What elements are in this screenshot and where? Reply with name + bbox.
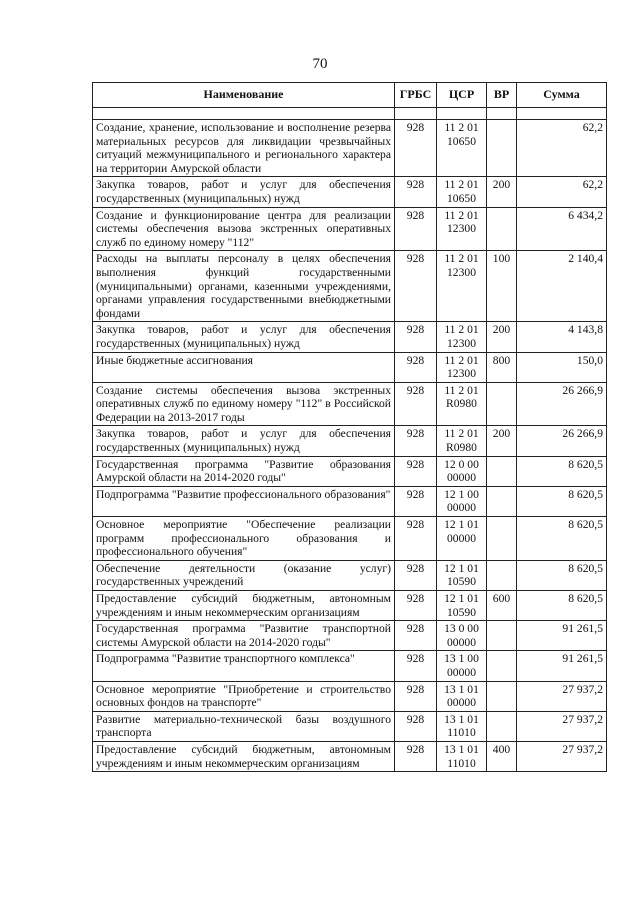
cell-csr: 11 2 01 R0980 bbox=[437, 426, 487, 456]
cell-csr: 11 2 01 12300 bbox=[437, 251, 487, 322]
cell-vr: 200 bbox=[487, 177, 517, 207]
cell-grbs: 928 bbox=[395, 352, 437, 382]
cell-name: Государственная программа "Развитие транспортной системы Амурской области на 2014-2020 годы" bbox=[93, 621, 395, 651]
cell-vr bbox=[487, 711, 517, 741]
table-row bbox=[93, 426, 607, 456]
column-header-vr: ВР bbox=[487, 83, 517, 108]
cell-vr bbox=[487, 517, 517, 561]
cell-name: Подпрограмма "Развитие профессионального образования" bbox=[93, 486, 395, 516]
cell-vr: 200 bbox=[487, 426, 517, 456]
cell-grbs: 928 bbox=[395, 456, 437, 486]
cell-csr: 13 1 01 00000 bbox=[437, 681, 487, 711]
cell-grbs: 928 bbox=[395, 560, 437, 590]
column-header-sum: Сумма bbox=[517, 83, 607, 108]
cell-sum: 27 937,2 bbox=[517, 741, 607, 771]
cell-grbs: 928 bbox=[395, 177, 437, 207]
cell-sum: 26 266,9 bbox=[517, 426, 607, 456]
table-row bbox=[93, 352, 607, 382]
cell-sum: 91 261,5 bbox=[517, 651, 607, 681]
cell-grbs: 928 bbox=[395, 621, 437, 651]
table-row bbox=[93, 741, 607, 771]
table-row bbox=[93, 591, 607, 621]
cell-csr: 13 1 00 00000 bbox=[437, 651, 487, 681]
column-header-csr: ЦСР bbox=[437, 83, 487, 108]
cell-vr bbox=[487, 207, 517, 251]
cell-sum: 8 620,5 bbox=[517, 456, 607, 486]
cell-grbs: 928 bbox=[395, 517, 437, 561]
table-row bbox=[93, 711, 607, 741]
spacer-cell bbox=[517, 108, 607, 120]
cell-name: Расходы на выплаты персоналу в целях обеспечения выполнения функций государственными (муниципальными) органами, казенными учреждениями, органами управления государственными внебюджетными фондами bbox=[93, 251, 395, 322]
cell-name: Иные бюджетные ассигнования bbox=[93, 352, 395, 382]
cell-name: Основное мероприятие "Приобретение и строительство основных фондов на транспорте" bbox=[93, 681, 395, 711]
cell-name: Обеспечение деятельности (оказание услуг) государственных учреждений bbox=[93, 560, 395, 590]
table-row bbox=[93, 560, 607, 590]
cell-vr: 200 bbox=[487, 322, 517, 352]
cell-name: Государственная программа "Развитие образования Амурской области на 2014-2020 годы" bbox=[93, 456, 395, 486]
cell-sum: 8 620,5 bbox=[517, 517, 607, 561]
cell-name: Закупка товаров, работ и услуг для обеспечения государственных (муниципальных) нужд bbox=[93, 426, 395, 456]
cell-grbs: 928 bbox=[395, 251, 437, 322]
cell-grbs: 928 bbox=[395, 120, 437, 177]
table-row bbox=[93, 322, 607, 352]
cell-grbs: 928 bbox=[395, 591, 437, 621]
cell-sum: 150,0 bbox=[517, 352, 607, 382]
cell-csr: 11 2 01 R0980 bbox=[437, 382, 487, 426]
cell-sum: 8 620,5 bbox=[517, 486, 607, 516]
cell-grbs: 928 bbox=[395, 426, 437, 456]
cell-csr: 12 1 00 00000 bbox=[437, 486, 487, 516]
cell-vr bbox=[487, 120, 517, 177]
cell-name: Закупка товаров, работ и услуг для обеспечения государственных (муниципальных) нужд bbox=[93, 177, 395, 207]
spacer-cell bbox=[395, 108, 437, 120]
cell-sum: 2 140,4 bbox=[517, 251, 607, 322]
spacer-cell bbox=[93, 108, 395, 120]
table-row bbox=[93, 681, 607, 711]
cell-name: Создание, хранение, использование и восполнение резерва материальных ресурсов для ликвидации чрезвычайных ситуаций межмуниципального и регионального характера на территории Амурской области bbox=[93, 120, 395, 177]
cell-grbs: 928 bbox=[395, 486, 437, 516]
page-number: 70 bbox=[312, 56, 328, 72]
table-row bbox=[93, 486, 607, 516]
cell-sum: 27 937,2 bbox=[517, 681, 607, 711]
header-spacer-row bbox=[93, 108, 607, 120]
table-row bbox=[93, 382, 607, 426]
cell-grbs: 928 bbox=[395, 382, 437, 426]
cell-sum: 8 620,5 bbox=[517, 560, 607, 590]
table-row bbox=[93, 251, 607, 322]
cell-vr bbox=[487, 651, 517, 681]
cell-csr: 11 2 01 12300 bbox=[437, 322, 487, 352]
cell-sum: 62,2 bbox=[517, 120, 607, 177]
cell-sum: 62,2 bbox=[517, 177, 607, 207]
cell-sum: 27 937,2 bbox=[517, 711, 607, 741]
table-row bbox=[93, 207, 607, 251]
cell-sum: 91 261,5 bbox=[517, 621, 607, 651]
table-row bbox=[93, 456, 607, 486]
cell-csr: 11 2 01 12300 bbox=[437, 207, 487, 251]
cell-csr: 12 1 01 10590 bbox=[437, 591, 487, 621]
cell-csr: 11 2 01 10650 bbox=[437, 177, 487, 207]
cell-vr bbox=[487, 621, 517, 651]
cell-name: Развитие материально-технической базы воздушного транспорта bbox=[93, 711, 395, 741]
table-row bbox=[93, 120, 607, 177]
cell-name: Основное мероприятие "Обеспечение реализации программ профессионального образования и профессионального обучения" bbox=[93, 517, 395, 561]
cell-vr: 600 bbox=[487, 591, 517, 621]
cell-csr: 12 1 01 00000 bbox=[437, 517, 487, 561]
cell-vr bbox=[487, 456, 517, 486]
cell-sum: 26 266,9 bbox=[517, 382, 607, 426]
table-row bbox=[93, 651, 607, 681]
column-header-name: Наименование bbox=[93, 83, 395, 108]
cell-grbs: 928 bbox=[395, 651, 437, 681]
spacer-cell bbox=[437, 108, 487, 120]
cell-csr: 11 2 01 10650 bbox=[437, 120, 487, 177]
cell-name: Создание системы обеспечения вызова экстренных оперативных служб по единому номеру "112" в Российской Федерации на 2013-2017 годы bbox=[93, 382, 395, 426]
cell-csr: 13 1 01 11010 bbox=[437, 711, 487, 741]
budget-table bbox=[92, 82, 607, 772]
cell-grbs: 928 bbox=[395, 681, 437, 711]
cell-grbs: 928 bbox=[395, 711, 437, 741]
cell-csr: 11 2 01 12300 bbox=[437, 352, 487, 382]
cell-sum: 6 434,2 bbox=[517, 207, 607, 251]
cell-vr bbox=[487, 560, 517, 590]
table-row bbox=[93, 621, 607, 651]
cell-name: Предоставление субсидий бюджетным, автономным учреждениям и иным некоммерческим организациям bbox=[93, 741, 395, 771]
cell-vr bbox=[487, 486, 517, 516]
table-header-row bbox=[93, 83, 607, 108]
cell-name: Подпрограмма "Развитие транспортного комплекса" bbox=[93, 651, 395, 681]
cell-grbs: 928 bbox=[395, 207, 437, 251]
cell-vr: 800 bbox=[487, 352, 517, 382]
cell-csr: 12 0 00 00000 bbox=[437, 456, 487, 486]
table-row bbox=[93, 177, 607, 207]
cell-sum: 4 143,8 bbox=[517, 322, 607, 352]
spacer-cell bbox=[487, 108, 517, 120]
cell-name: Создание и функционирование центра для реализации системы обеспечения вызова экстренных оперативных служб по единому номеру "112" bbox=[93, 207, 395, 251]
cell-name: Предоставление субсидий бюджетным, автономным учреждениям и иным некоммерческим организациям bbox=[93, 591, 395, 621]
cell-vr: 100 bbox=[487, 251, 517, 322]
column-header-grbs: ГРБС bbox=[395, 83, 437, 108]
cell-name: Закупка товаров, работ и услуг для обеспечения государственных (муниципальных) нужд bbox=[93, 322, 395, 352]
cell-grbs: 928 bbox=[395, 322, 437, 352]
table-row bbox=[93, 517, 607, 561]
cell-grbs: 928 bbox=[395, 741, 437, 771]
cell-csr: 13 0 00 00000 bbox=[437, 621, 487, 651]
cell-csr: 12 1 01 10590 bbox=[437, 560, 487, 590]
cell-vr bbox=[487, 382, 517, 426]
cell-sum: 8 620,5 bbox=[517, 591, 607, 621]
cell-vr: 400 bbox=[487, 741, 517, 771]
cell-csr: 13 1 01 11010 bbox=[437, 741, 487, 771]
cell-vr bbox=[487, 681, 517, 711]
